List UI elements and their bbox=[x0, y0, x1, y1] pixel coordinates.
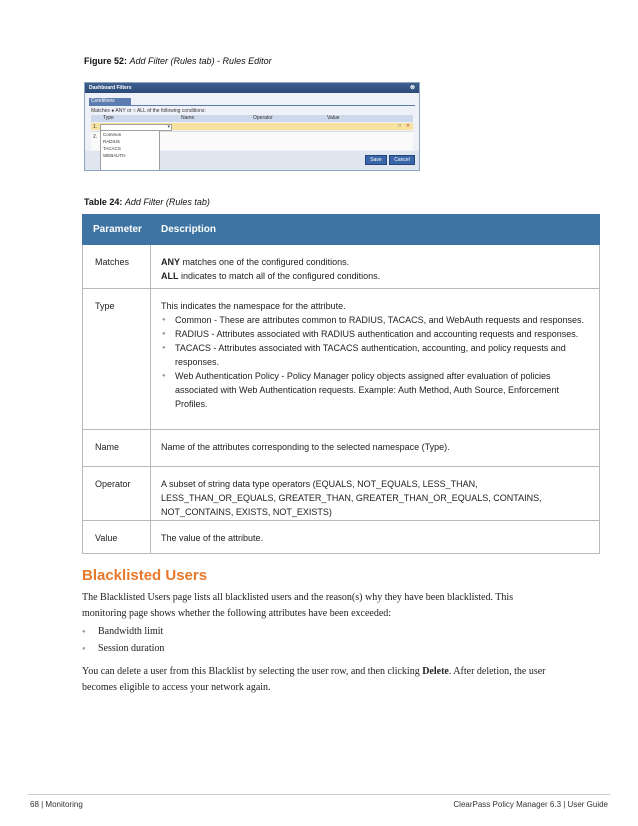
figure-label: Figure 52: bbox=[84, 56, 128, 66]
list-item bbox=[82, 626, 163, 637]
tab-underline bbox=[89, 105, 415, 106]
any-text: matches one of the configured conditions. bbox=[180, 257, 350, 267]
desc-value: The value of the attribute. bbox=[151, 521, 600, 554]
all-keyword: ALL bbox=[161, 271, 179, 281]
column-value: Value bbox=[327, 115, 340, 121]
all-text: indicates to match all of the configured conditions. bbox=[178, 271, 381, 281]
section-paragraph-2 bbox=[82, 664, 582, 696]
type-dropdown-list[interactable] bbox=[100, 130, 160, 171]
table-row bbox=[83, 245, 600, 289]
para2-text-b: . After deletion, the user becomes eligible to access your network again. bbox=[82, 666, 546, 693]
save-button[interactable]: Save bbox=[365, 155, 387, 165]
type-option-tacacs[interactable]: TACACS bbox=[103, 146, 121, 151]
para2-text-a: You can delete a user from this Blacklist by selecting the user row, and then clicking bbox=[82, 666, 423, 677]
footer-left: 68 | Monitoring bbox=[30, 800, 83, 809]
desc-all-line bbox=[161, 269, 591, 283]
desc-type bbox=[151, 289, 600, 430]
header-description: Description bbox=[151, 215, 600, 245]
any-keyword: ANY bbox=[161, 257, 181, 267]
row-number-2: 2. bbox=[93, 134, 98, 140]
list-item: ● TACACS - Attributes associated with TACACS authentication, accounting, and policy requests and responses. bbox=[161, 341, 591, 369]
list-item bbox=[82, 643, 164, 654]
param-value: Value bbox=[83, 521, 151, 554]
figure-caption bbox=[84, 56, 272, 66]
table-label: Table 24: bbox=[84, 197, 123, 207]
matches-radio-group[interactable]: Matches ● ANY or ○ ALL of the following conditions: bbox=[91, 108, 206, 114]
table-row bbox=[83, 521, 600, 554]
list-item: ● RADIUS - Attributes associated with RADIUS authentication and accounting requests and responses. bbox=[161, 327, 591, 341]
param-matches: Matches bbox=[83, 245, 151, 289]
table-title: Add Filter (Rules tab) bbox=[124, 197, 210, 207]
conditions-table-header bbox=[91, 115, 413, 122]
type-intro: This indicates the namespace for the attribute. bbox=[161, 301, 346, 311]
desc-name: Name of the attributes corresponding to the selected namespace (Type). bbox=[151, 430, 600, 467]
para2-delete-keyword: Delete bbox=[422, 666, 449, 677]
chevron-down-icon: ▾ bbox=[167, 124, 170, 130]
desc-operator: A subset of string data type operators (EQUALS, NOT_EQUALS, LESS_THAN, LESS_THAN_OR_EQUALS, GREATER_THAN, GREATER_THAN_OR_EQUALS, CONTAINS, NOT_CONTAINS, EXISTS, NOT_EXISTS) bbox=[151, 467, 600, 521]
section-heading: Blacklisted Users bbox=[82, 567, 208, 584]
delete-row-icon[interactable]: ✕ bbox=[405, 123, 410, 129]
section-paragraph-1: The Blacklisted Users page lists all blacklisted users and the reason(s) why they have been blacklisted. This monitoring page shows whether the following attributes have been exceeded: bbox=[82, 592, 514, 619]
cancel-button[interactable]: Cancel bbox=[389, 155, 415, 165]
param-name: Name bbox=[83, 430, 151, 467]
list-item: ● Web Authentication Policy - Policy Manager policy objects assigned after evaluation of policies associated with Web Authentication requests. Example: Auth Method, Auth Source, Enforcement Profiles. bbox=[161, 369, 591, 411]
save-row-icon[interactable]: □ bbox=[397, 123, 401, 129]
param-operator: Operator bbox=[83, 467, 151, 521]
bullet-text: Session duration bbox=[98, 643, 165, 654]
column-name: Name bbox=[181, 115, 195, 121]
column-type: Type bbox=[103, 115, 114, 121]
desc-any-line bbox=[161, 255, 591, 269]
rules-editor-screenshot bbox=[84, 82, 420, 171]
parameters-table bbox=[82, 214, 600, 554]
table-caption bbox=[84, 197, 210, 207]
param-type: Type bbox=[83, 289, 151, 430]
bullet-icon: ● bbox=[82, 645, 86, 652]
dialog-title-bar bbox=[85, 83, 419, 93]
row-number-1: 1. bbox=[93, 124, 98, 130]
bullet-text: Bandwidth limit bbox=[98, 626, 164, 637]
table-row bbox=[83, 430, 600, 467]
type-bullet-list bbox=[161, 313, 591, 411]
table-header-row bbox=[83, 215, 600, 245]
footer-right: ClearPass Policy Manager 6.3 | User Guide bbox=[453, 800, 608, 809]
column-operator: Operator bbox=[253, 115, 273, 121]
figure-title: Add Filter (Rules tab) - Rules Editor bbox=[129, 56, 272, 66]
close-icon[interactable]: ⊗ bbox=[409, 85, 415, 91]
bullet-icon: ● bbox=[82, 628, 86, 635]
footer-divider bbox=[28, 794, 610, 795]
tab-conditions[interactable]: Conditions bbox=[89, 98, 131, 105]
type-option-common[interactable]: Common bbox=[103, 132, 122, 137]
table-row bbox=[83, 467, 600, 521]
table-row bbox=[83, 289, 600, 430]
header-parameter: Parameter bbox=[83, 215, 151, 245]
type-option-webauth[interactable]: WEBAUTH bbox=[103, 153, 126, 158]
desc-matches bbox=[151, 245, 600, 289]
dialog-title: Dashboard Filters bbox=[89, 85, 132, 91]
list-item: ● Common - These are attributes common to RADIUS, TACACS, and WebAuth requests and responses. bbox=[161, 313, 591, 327]
type-option-radius[interactable]: RADIUS bbox=[103, 139, 121, 144]
